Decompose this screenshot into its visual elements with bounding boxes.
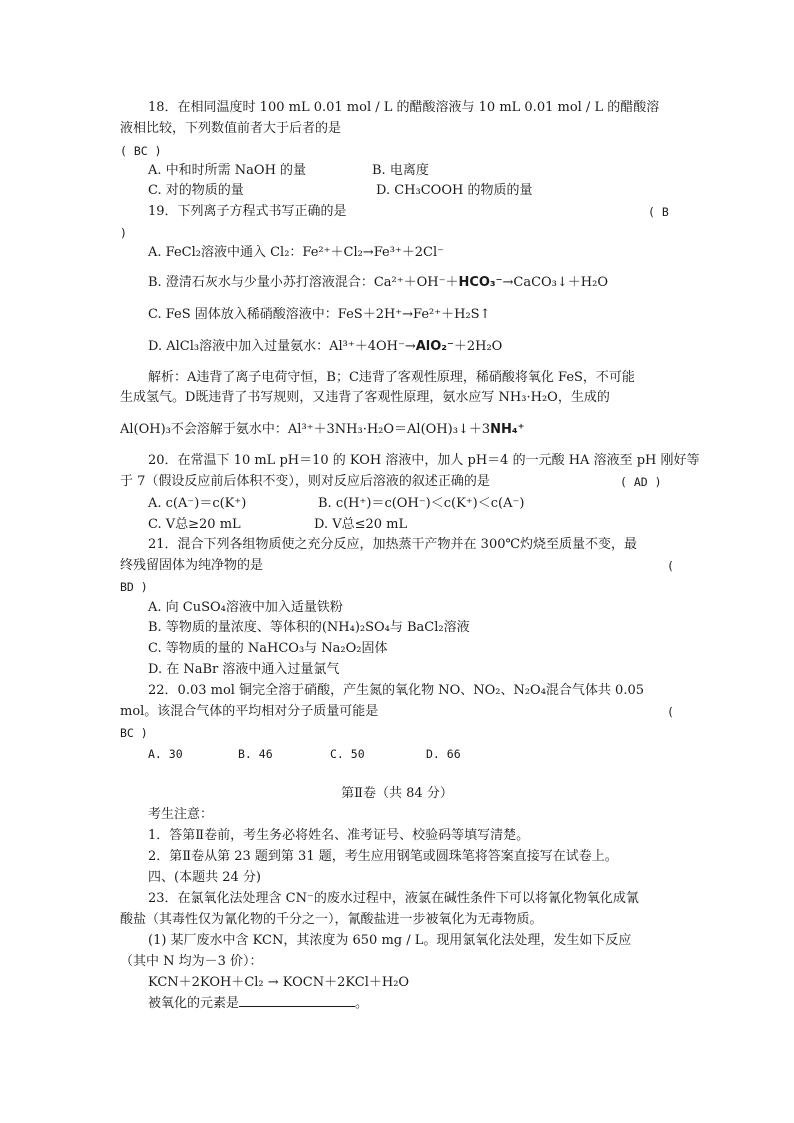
q21-option-b: B. 等物质的量浓度、等体积的(NH₄)₂SO₄与 BaCl₂溶液 (148, 620, 470, 635)
q23-equation: KCN＋2KOH＋Cl₂ → KOCN＋2KCl＋H₂O (148, 975, 410, 990)
q23-blank-label: 被氧化的元素是 (148, 996, 240, 1011)
q20-option-a: A. c(A⁻)＝c(K⁺) (148, 496, 247, 511)
q18-answer: ( BC ) (120, 144, 162, 158)
q19-option-b-pre: B. 澄清石灰水与少量小苏打溶液混合：Ca²⁺＋OH⁻＋ (148, 275, 459, 290)
q23-blank-end: 。 (355, 996, 369, 1011)
q18-option-c: C. 对的物质的量 (148, 183, 244, 198)
q19-stem: 19．下列离子方程式书写正确的是 (148, 204, 347, 219)
q22-option-c: C. 50 (330, 747, 365, 761)
q20-option-b: B. c(H⁺)＝c(OH⁻)＜c(K⁺)＜c(A⁻) (318, 496, 525, 511)
q19-option-b (148, 274, 608, 292)
q19-option-a: A. FeCl₂溶液中通入 Cl₂：Fe²⁺＋Cl₂→Fe³⁺＋2Cl⁻ (148, 245, 445, 260)
q19-option-d (148, 338, 502, 356)
q19-option-b-post: →CaCO₃↓＋H₂O (502, 275, 608, 290)
q20-stem-line2: 于 7（假设反应前后体积不变），则对反应后溶液的叙述正确的是 (120, 474, 490, 489)
q21-stem-line1: 21．混合下列各组物质使之充分反应，加热蒸干产物并在 300℃灼烧至质量不变，最 (148, 537, 638, 552)
q18-stem-line2: 液相比较，下列数值前者大于后者的是 (120, 121, 342, 136)
q22-answer-open: ( (667, 705, 674, 719)
q20-answer: ( AD ) (620, 475, 662, 489)
q23-sub1-line2: （其中 N 均为－3 价）： (120, 954, 263, 969)
part2-note-1: 1．答第Ⅱ卷前，考生务必将姓名、准考证号、校验码等填写清楚。 (148, 828, 530, 843)
part2-notice: 考生注意： (148, 807, 214, 822)
q21-stem-line2: 终残留固体为纯净物的是 (120, 558, 264, 573)
q19-option-d-pre: D. AlCl₃溶液中加入过量氨水：Al³⁺＋4OH⁻→ (148, 339, 416, 354)
q21-answer-open: ( (667, 559, 674, 573)
q21-answer-close: BD ) (120, 580, 148, 594)
q22-answer-close: BC ) (120, 726, 148, 740)
q19-option-c: C. FeS 固体放入稀硝酸溶液中：FeS＋2H⁺→Fe²⁺＋H₂S↑ (148, 307, 491, 322)
part2-note-2: 2．第Ⅱ卷从第 23 题到第 31 题，考生应用钢笔或圆珠笔将答案直接写在试卷上。 (148, 849, 618, 864)
q21-option-a: A. 向 CuSO₄溶液中加入适量铁粉 (148, 600, 343, 615)
answer-blank[interactable] (239, 994, 355, 1007)
q18-option-d: D. CH₃COOH 的物质的量 (376, 183, 533, 198)
q23-stem-line2: 酸盐（其毒性仅为氰化物的千分之一），氰酸盐进一步被氧化为无毒物质。 (120, 912, 543, 927)
q18-option-a: A. 中和时所需 NaOH 的量 (148, 163, 307, 178)
q20-option-c: C. V总≥20 mL (148, 517, 241, 532)
q19-explanation-line2: 生成氢气。D既违背了书写规则，又违背了客观性原理，氨水应写 NH₃·H₂O，生成的 (120, 390, 610, 405)
q22-option-d: D. 66 (426, 747, 461, 761)
part2-title: 第Ⅱ卷（共 84 分） (341, 786, 453, 801)
q22-option-b: B. 46 (238, 747, 273, 761)
q23-blank-row (148, 994, 368, 1013)
q19-option-d-post: ＋2H₂O (453, 339, 503, 354)
q19-answer-open: ( B (648, 205, 669, 219)
q19-option-b-ion: HCO₃⁻ (458, 275, 503, 290)
q18-option-b: B. 电离度 (372, 163, 429, 178)
q22-stem-line1: 22．0.03 mol 铜完全溶于硝酸，产生氮的氧化物 NO、NO₂、N₂O₄混合气体共 0.05 (148, 683, 645, 698)
q23-stem-line1: 23．在氯氧化法处理含 CN⁻的废水过程中，液氯在碱性条件下可以将氰化物氧化成氰 (148, 891, 639, 906)
q22-option-a: A. 30 (148, 747, 183, 761)
q20-option-d: D. V总≤20 mL (314, 517, 408, 532)
q18-stem-line1: 18．在相同温度时 100 mL 0.01 mol / L 的醋酸溶液与 10 mL 0.01 mol / L 的醋酸溶 (148, 100, 660, 115)
q21-option-d: D. 在 NaBr 溶液中通入过量氯气 (148, 662, 340, 677)
q19-answer-close: ) (120, 226, 127, 240)
q19-explanation-ion: NH₄⁺ (490, 422, 525, 437)
q19-option-d-ion: AlO₂⁻ (415, 339, 454, 354)
q19-explanation-line3-pre: Al(OH)₃不会溶解于氨水中：Al³⁺＋3NH₃·H₂O＝Al(OH)₃↓＋3 (120, 422, 491, 437)
q21-option-c: C. 等物质的量的 NaHCO₃与 Na₂O₂固体 (148, 641, 388, 656)
q19-explanation-line3 (120, 421, 524, 439)
q22-stem-line2: mol。该混合气体的平均相对分子质量可能是 (120, 704, 379, 719)
section-four-heading: 四、(本题共 24 分) (148, 870, 261, 885)
q20-stem-line1: 20．在常温下 10 mL pH＝10 的 KOH 溶液中，加人 pH＝4 的一元酸 HA 溶液至 pH 刚好等 (148, 453, 700, 468)
q23-sub1-line1: (1) 某厂废水中含 KCN，其浓度为 650 mg / L。现用氯氧化法处理，发生如下反应 (148, 933, 632, 948)
q19-explanation-line1: 解析：A违背了离子电荷守恒，B；C违背了客观性原理，稀硝酸将氧化 FeS，不可能 (148, 370, 635, 385)
